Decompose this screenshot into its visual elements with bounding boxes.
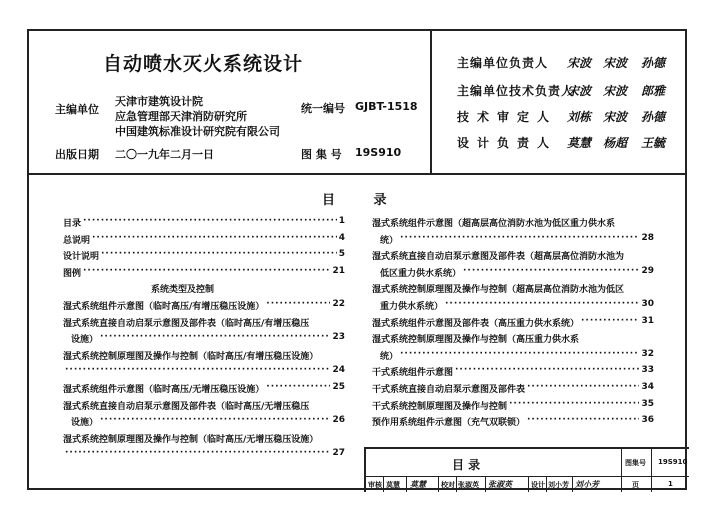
toc-entry-text: 设计说明 [63, 252, 100, 263]
toc-entry-text: 干式系统组件示意图 [372, 368, 454, 379]
dot-leader [83, 266, 330, 279]
toc-entry-continuation: 重力供水系统） [380, 302, 444, 312]
toc-page-number: 30 [641, 299, 654, 309]
dot-leader [65, 448, 330, 458]
toc-page-number: 34 [641, 382, 654, 392]
title-block-row-top [366, 449, 689, 477]
editor-unit-1: 天津市建筑设计院 [115, 95, 203, 108]
toc-entry[interactable] [372, 382, 654, 395]
review-label: 审核 [368, 481, 382, 489]
tb-divider-2 [651, 449, 652, 476]
tb-divider-9 [546, 476, 547, 492]
dot-leader [65, 365, 330, 375]
editor-unit-label: 主编单位 [55, 103, 99, 116]
dot-leader [100, 332, 330, 345]
title-block-atlas-label: 图集号 [625, 459, 646, 467]
title-block-atlas-value: 19S910 [658, 458, 688, 466]
title-block-name: 目 录 [452, 458, 481, 472]
toc-entry-text[interactable]: 湿式系统直接自动启泵示意图及部件表（超高层高位消防水池为 [372, 252, 625, 263]
atlas-number-label: 图 集 号 [301, 148, 342, 161]
toc-page-number: 24 [332, 365, 345, 376]
page-value: 1 [668, 480, 673, 488]
editor-unit-3: 中国建筑标准设计研究院有限公司 [115, 125, 280, 138]
toc-page-number: 1 [338, 216, 345, 226]
toc-entry-text[interactable]: 湿式系统控制原理图及操作与控制（超高层高位消防水池为低区 [372, 285, 625, 296]
toc-entry-text[interactable]: 湿式系统组件示意图（超高层高位消防水池为低区重力供水系 [372, 219, 616, 229]
dot-leader [266, 299, 330, 312]
toc-entry-continuation: 低区重力供水系统） [380, 268, 462, 279]
toc-title-char-1: 目 [322, 193, 336, 208]
toc-page-number: 31 [641, 315, 654, 326]
toc-entry[interactable] [63, 415, 345, 428]
toc-entry-text[interactable]: 湿式系统控制原理图及操作与控制（高压重力供水系 [372, 335, 580, 346]
toc-entry[interactable] [372, 349, 654, 362]
tb-divider-10 [572, 476, 573, 492]
unified-number: GJBT-1518 [355, 100, 418, 113]
tb-divider-8 [528, 476, 529, 492]
responsible-label-3: 技术审定人 [457, 110, 558, 124]
tb-divider-4 [406, 476, 407, 492]
title-block [364, 447, 689, 492]
signature-4a: 莫慧 [567, 136, 592, 150]
toc-entry-text: 预作用系统组件示意图（充气双联锁） [372, 418, 526, 429]
toc-entry-text: 图例 [63, 268, 82, 279]
header-divider [430, 31, 432, 173]
design-name: 刘小芳 [548, 481, 569, 489]
toc-entry[interactable] [372, 365, 654, 378]
toc-title-char-2: 录 [373, 193, 387, 208]
toc-entry[interactable] [372, 415, 654, 428]
toc-entry[interactable] [63, 249, 345, 262]
toc-page-number: 32 [641, 348, 654, 359]
drawing-sheet [27, 29, 687, 490]
toc-entry-text: 湿式系统组件示意图及部件表（高压重力供水系统） [372, 318, 580, 329]
responsible-label-1: 主编单位负责人 [457, 56, 549, 70]
design-label: 设计 [531, 481, 545, 489]
toc-page-number: 33 [641, 365, 654, 376]
dot-leader [400, 349, 639, 362]
signature-2a: 宋波 [567, 84, 592, 98]
toc-entry-continuation: 设施） [71, 418, 99, 429]
tb-divider-6 [456, 476, 457, 492]
signature-4c: 王毓 [641, 136, 666, 150]
toc-entry-text: 干式系统控制原理图及操作与控制 [372, 401, 508, 412]
toc-entry-text: 湿式系统组件示意图（临时高压/有增压稳压设施） [63, 302, 265, 312]
toc-entry[interactable] [63, 299, 345, 312]
toc-entry[interactable] [63, 365, 345, 375]
toc-entry[interactable] [63, 332, 345, 345]
tb-divider-3 [383, 476, 384, 492]
toc-entry-continuation: 统） [380, 235, 399, 246]
responsible-label-2: 主编单位技术负责人 [457, 84, 575, 98]
signature-3a: 刘栋 [567, 110, 592, 124]
dot-leader [463, 266, 639, 279]
toc-entry-text: 总说明 [63, 235, 91, 246]
dot-leader [100, 415, 330, 428]
tb-divider-1 [621, 449, 622, 476]
page-label: 页 [632, 481, 639, 489]
toc-entry[interactable] [63, 382, 345, 395]
signature-2b: 宋波 [603, 84, 628, 98]
dot-leader [83, 216, 337, 229]
signature-1b: 宋波 [603, 56, 628, 70]
check-name: 张淑英 [458, 481, 479, 489]
toc-page-number: 5 [338, 249, 345, 260]
signature-3b: 宋波 [603, 110, 628, 124]
responsible-label-4: 设计负责人 [457, 136, 558, 150]
toc-section-heading: 系统类型及控制 [151, 285, 215, 296]
tb-divider-12 [651, 476, 652, 492]
dot-leader [509, 399, 639, 412]
atlas-title: 自动喷水灭火系统设计 [103, 53, 304, 75]
toc-page-number: 21 [332, 265, 345, 276]
tb-divider-5 [438, 476, 439, 492]
signature-3c: 孙德 [641, 110, 666, 124]
dot-leader [527, 382, 639, 395]
design-signature: 刘小芳 [575, 480, 599, 489]
signature-4b: 杨超 [603, 136, 628, 150]
toc-page-number: 25 [332, 382, 345, 392]
toc-entry-continuation: 统） [380, 351, 399, 362]
dot-leader [527, 415, 639, 428]
toc-entry[interactable] [63, 266, 345, 279]
toc-page-number: 35 [641, 398, 654, 409]
toc-entry-text: 目录 [63, 219, 82, 229]
publish-date: 二〇一九年二月一日 [115, 148, 214, 161]
title-block-row-bottom [366, 476, 689, 492]
toc-entry[interactable] [372, 266, 654, 279]
toc-page-number: 23 [332, 332, 345, 343]
atlas-number: 19S910 [355, 146, 402, 159]
toc-page-number: 29 [641, 265, 654, 276]
dot-leader [101, 249, 337, 262]
toc-page-number: 22 [332, 299, 345, 309]
toc-page-number: 28 [641, 232, 654, 243]
signature-2c: 郎雅 [641, 84, 666, 98]
editor-unit-2: 应急管理部天津消防研究所 [115, 110, 247, 123]
dot-leader [581, 316, 639, 329]
toc-entry-text[interactable]: 湿式系统控制原理图及操作与控制（临时高压/有增压稳压设施） [63, 351, 319, 362]
toc-page-number: 27 [332, 448, 345, 459]
review-signature: 莫慧 [410, 480, 426, 489]
toc-entry-text[interactable]: 湿式系统控制原理图及操作与控制（临时高压/无增压稳压设施） [63, 434, 319, 445]
dot-leader [400, 233, 639, 246]
toc-page-number: 26 [332, 415, 345, 426]
dot-leader [92, 233, 337, 246]
toc-page-number: 4 [338, 232, 345, 243]
tb-divider-11 [621, 476, 622, 492]
toc-entry-text[interactable]: 湿式系统直接自动启泵示意图及部件表（临时高压/无增压稳压 [63, 401, 310, 412]
toc-entry[interactable] [372, 399, 654, 412]
toc-entry[interactable] [63, 448, 345, 458]
check-label: 校对 [441, 481, 455, 489]
dot-leader [266, 382, 330, 395]
unified-number-label: 统一编号 [301, 102, 345, 115]
publish-date-label: 出版日期 [55, 148, 99, 161]
toc-entry-text: 湿式系统组件示意图（临时高压/无增压稳压设施） [63, 385, 265, 395]
toc-title [322, 189, 387, 208]
review-name: 莫慧 [386, 481, 400, 489]
signature-1c: 孙德 [641, 56, 666, 70]
toc-entry-continuation: 设施） [71, 335, 99, 346]
toc-entry[interactable] [372, 316, 654, 329]
signature-1a: 宋波 [567, 56, 592, 70]
toc-entry[interactable] [63, 216, 345, 229]
toc-page-number: 36 [641, 415, 654, 426]
header-block [29, 31, 685, 175]
check-signature: 张淑英 [488, 480, 512, 489]
toc-entry-text: 干式系统直接自动启泵示意图及部件表 [372, 385, 526, 395]
toc-entry[interactable] [63, 233, 345, 246]
toc-entry[interactable] [372, 233, 654, 246]
toc-entry-text[interactable]: 湿式系统直接自动启泵示意图及部件表（临时高压/有增压稳压 [63, 318, 310, 329]
tb-divider-7 [485, 476, 486, 492]
toc-entry[interactable] [372, 299, 654, 312]
dot-leader [445, 299, 639, 312]
dot-leader [455, 365, 639, 378]
